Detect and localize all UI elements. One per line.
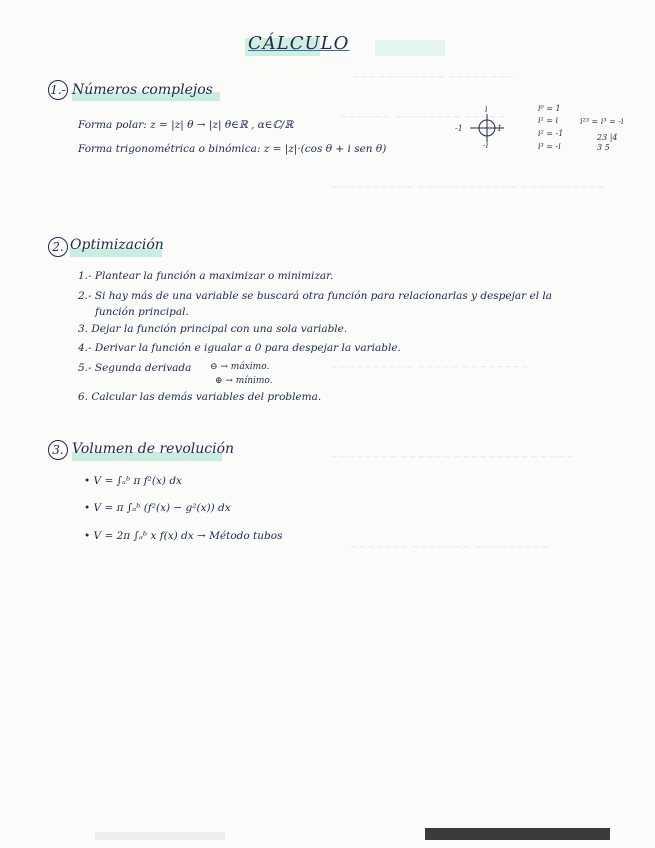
show-through-footer <box>95 832 225 840</box>
formula-line: • V = ∫ₐᵇ π f²(x) dx <box>84 475 182 487</box>
show-through-text: ~~~~~~~~~~ ~~~~~ ~~~~~~~~ <box>330 362 530 373</box>
section-number: 2. <box>48 237 68 257</box>
note-line: Forma trigonométrica o binómica: z = |z|·(cos θ + i sen θ) <box>78 143 387 155</box>
section-title: Números complejos <box>72 82 213 98</box>
second-derivative-note: ⊕ → mínimo. <box>215 376 273 386</box>
note-line: Forma polar: z = |z| θ → |z| θ∈ℝ , α∈ℂ/ℝ <box>78 119 294 131</box>
show-through-text: ~~~~~~~~~~ ~~~~~~~~~~~~ ~~~~~~~~~~ <box>330 182 605 193</box>
note-line: 2.- Si hay más de una variable se buscará otra función para relacionarlas y despejar el la <box>78 290 553 302</box>
formula-line: • V = 2π ∫ₐᵇ x f(x) dx → Método tubos <box>84 530 283 542</box>
show-through-text: ~~~~~~~~ ~~~~~~ ~~~~~~~~~~ ~~~~ <box>330 452 575 463</box>
highlight-mark <box>375 40 445 56</box>
note-line: 6. Calcular las demás variables del problema. <box>78 391 322 403</box>
power-of-i: i³ = -i <box>538 142 561 151</box>
note-line: 5.- Segunda derivada <box>78 362 192 374</box>
axis-label: -1 <box>455 124 463 133</box>
section-number: 3. <box>48 440 68 460</box>
axis-label: i <box>485 105 488 114</box>
power-of-i: i² = -1 <box>538 129 564 138</box>
division-note: 23 |4 <box>597 133 618 142</box>
axis-label: -i <box>483 141 489 150</box>
note-line: 4.- Derivar la función e igualar a 0 para despejar la variable. <box>78 342 401 354</box>
axis-label: 1 <box>497 124 503 133</box>
section-title: Volumen de revolución <box>72 441 235 457</box>
second-derivative-note: ⊖ → máximo. <box>210 362 270 372</box>
power-of-i: i²³ = i³ = -i <box>580 117 624 126</box>
note-line: función principal. <box>95 306 189 318</box>
page-title: CÁLCULO <box>248 33 350 54</box>
show-through-text: ~~~~~~~~~~~ ~~~~~~~~ <box>352 72 515 83</box>
section-number: 1.- <box>48 80 68 100</box>
note-line: 1.- Plantear la función a maximizar o minimizar. <box>78 270 334 282</box>
formula-line: • V = π ∫ₐᵇ (f²(x) − g²(x)) dx <box>84 502 231 514</box>
show-through-text: ~~~~~~~ ~~~~~~~ ~~~~~~~~~ <box>350 542 550 553</box>
note-line: 3. Dejar la función principal con una sola variable. <box>78 323 348 335</box>
scanned-footer-mark <box>425 828 610 840</box>
power-of-i: i⁰ = 1 <box>538 104 561 113</box>
section-title: Optimización <box>70 237 164 253</box>
division-note: 3 5 <box>597 143 610 152</box>
power-of-i: i¹ = i <box>538 116 559 125</box>
show-through-text: ~~~~~~ ~~~~~~~~ ~~~~~ <box>340 112 506 123</box>
